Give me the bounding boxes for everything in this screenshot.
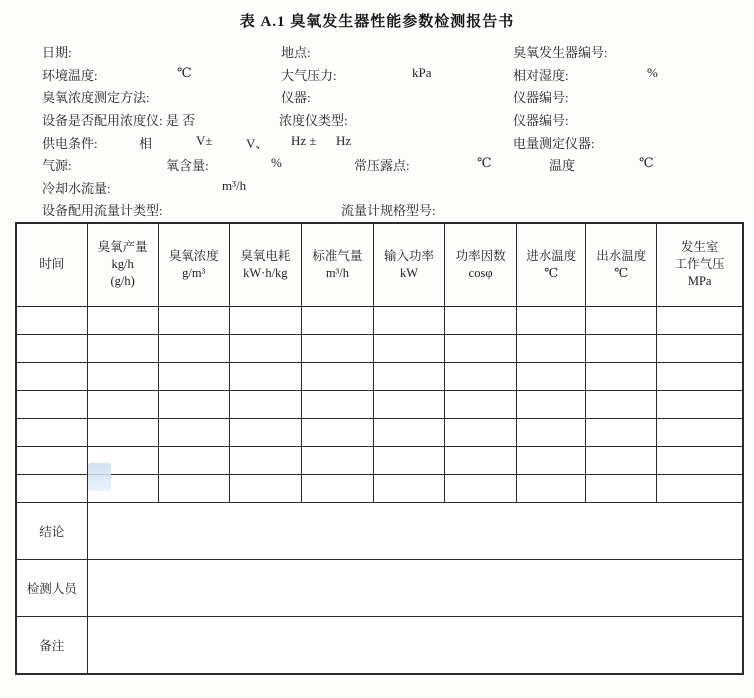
empty-data-cell xyxy=(301,306,373,334)
empty-data-cell xyxy=(87,306,158,334)
empty-data-cell xyxy=(445,306,517,334)
instrument-no-label-1: 仪器编号: xyxy=(513,90,569,105)
power-meter-label: 电量测定仪器: xyxy=(513,136,595,151)
header-line: (g/h) xyxy=(110,274,135,289)
temp-label: 温度 xyxy=(549,158,576,173)
header-line: 臭氧电耗 xyxy=(240,248,291,263)
empty-data-cell xyxy=(87,418,158,446)
generator-no-label: 臭氧发生器编号: xyxy=(513,45,608,60)
empty-data-cell xyxy=(445,362,517,390)
info-line-8 xyxy=(0,200,754,222)
empty-data-cell xyxy=(229,446,301,474)
conclusion-content-cell xyxy=(87,502,743,559)
info-line-4 xyxy=(0,110,754,132)
instrument-no-label-2: 仪器编号: xyxy=(513,113,569,128)
empty-data-cell xyxy=(158,362,229,390)
empty-data-cell xyxy=(373,362,444,390)
location-label: 地点: xyxy=(281,45,311,60)
empty-data-cell xyxy=(586,362,657,390)
ambient-temp-unit: ℃ xyxy=(177,65,192,80)
empty-data-cell xyxy=(445,418,517,446)
empty-data-cell xyxy=(16,418,87,446)
empty-data-cell xyxy=(445,474,517,502)
col-header-standard-gas-flow xyxy=(301,223,373,306)
header-line: ℃ xyxy=(544,265,559,280)
info-line-2 xyxy=(0,65,754,87)
info-line-5 xyxy=(0,133,754,155)
inspectors-content-cell xyxy=(87,559,743,616)
empty-data-cell xyxy=(16,390,87,418)
col-header-inlet-water-temp xyxy=(517,223,586,306)
empty-data-cell xyxy=(586,418,657,446)
gas-source-label: 气源: xyxy=(42,158,72,173)
empty-data-cell xyxy=(517,362,586,390)
empty-data-cell xyxy=(87,362,158,390)
empty-data-cell xyxy=(229,418,301,446)
col-header-chamber-pressure xyxy=(657,223,743,306)
empty-data-cell xyxy=(16,306,87,334)
header-line: 臭氧浓度 xyxy=(168,248,219,263)
header-line: 臭氧产量 xyxy=(97,240,148,255)
ambient-temp-label: 环境温度: xyxy=(42,68,98,83)
table-header-row xyxy=(16,223,743,306)
empty-data-row xyxy=(16,362,743,390)
empty-data-cell xyxy=(373,334,444,362)
atm-pressure-unit: kPa xyxy=(412,65,432,80)
power-v2-label: V、 xyxy=(246,136,269,151)
header-line: g/m³ xyxy=(182,265,206,280)
inspectors-row xyxy=(16,559,743,616)
empty-data-cell xyxy=(158,334,229,362)
humidity-label: 相对湿度: xyxy=(513,68,569,83)
power-hz2-label: Hz xyxy=(336,133,352,148)
instrument-label: 仪器: xyxy=(281,90,311,105)
cooling-flow-label: 冷却水流量: xyxy=(42,181,111,196)
empty-data-cell xyxy=(301,418,373,446)
col-header-time xyxy=(16,223,87,306)
col-header-outlet-water-temp xyxy=(586,223,657,306)
empty-data-cell xyxy=(657,474,743,502)
empty-data-cell xyxy=(158,418,229,446)
empty-data-cell xyxy=(229,390,301,418)
remarks-label: 备注 xyxy=(16,616,87,674)
oxygen-unit: % xyxy=(271,155,282,170)
header-line: 输入功率 xyxy=(384,248,435,263)
empty-data-cell xyxy=(158,446,229,474)
empty-data-cell xyxy=(657,306,743,334)
empty-data-cell xyxy=(158,390,229,418)
empty-data-row xyxy=(16,306,743,334)
empty-data-cell xyxy=(16,446,87,474)
empty-data-cell xyxy=(229,474,301,502)
conclusion-label: 结论 xyxy=(16,502,87,559)
remarks-row xyxy=(16,616,743,674)
document-title: 表 A.1 臭氧发生器性能参数检测报告书 xyxy=(239,14,515,30)
header-line: ℃ xyxy=(614,265,629,280)
empty-data-row xyxy=(16,446,743,474)
power-hz1-label: Hz ± xyxy=(291,133,317,148)
empty-data-cell xyxy=(301,362,373,390)
header-line: 进水温度 xyxy=(526,248,577,263)
empty-data-cell xyxy=(87,390,158,418)
empty-data-cell xyxy=(657,362,743,390)
empty-data-row xyxy=(16,418,743,446)
header-line: 时间 xyxy=(39,257,65,272)
power-phase-label: 相 xyxy=(139,136,153,151)
meter-type-label: 浓度仪类型: xyxy=(279,113,348,128)
temp-unit: ℃ xyxy=(639,155,654,170)
empty-data-cell xyxy=(517,390,586,418)
remarks-content-cell xyxy=(87,616,743,674)
empty-data-cell xyxy=(373,306,444,334)
empty-data-row xyxy=(16,474,743,502)
empty-data-cell xyxy=(301,474,373,502)
date-label: 日期: xyxy=(42,45,72,60)
header-line: cosφ xyxy=(468,265,493,280)
empty-data-cell xyxy=(657,390,743,418)
empty-data-cell xyxy=(158,474,229,502)
empty-data-cell xyxy=(373,390,444,418)
measurement-table xyxy=(15,222,744,675)
info-line-3 xyxy=(0,87,754,109)
col-header-ozone-concentration xyxy=(158,223,229,306)
header-line: kW·h/kg xyxy=(243,265,288,280)
cooling-flow-unit: m³/h xyxy=(222,178,247,193)
header-line: MPa xyxy=(687,274,712,289)
empty-data-cell xyxy=(586,306,657,334)
flowmeter-type-label: 设备配用流量计类型: xyxy=(42,203,163,218)
header-line: 工作气压 xyxy=(674,257,725,272)
empty-data-cell xyxy=(445,446,517,474)
atm-pressure-label: 大气压力: xyxy=(281,68,337,83)
empty-data-row xyxy=(16,390,743,418)
has-meter-label: 设备是否配用浓度仪: 是 否 xyxy=(42,113,196,128)
empty-data-cell xyxy=(301,446,373,474)
empty-data-cell xyxy=(158,306,229,334)
col-header-power-factor xyxy=(445,223,517,306)
empty-rows xyxy=(16,306,743,502)
empty-data-cell xyxy=(445,334,517,362)
header-line: kW xyxy=(399,265,419,280)
header-line: kg/h xyxy=(111,257,134,272)
col-header-ozone-output xyxy=(87,223,158,306)
empty-data-cell xyxy=(87,334,158,362)
empty-data-cell xyxy=(16,362,87,390)
empty-data-cell xyxy=(657,334,743,362)
dew-point-unit: ℃ xyxy=(477,155,492,170)
conclusion-row xyxy=(16,502,743,559)
empty-data-cell xyxy=(229,334,301,362)
header-line: m³/h xyxy=(325,265,350,280)
humidity-unit: % xyxy=(647,65,658,80)
empty-data-row xyxy=(16,334,743,362)
empty-data-cell xyxy=(229,306,301,334)
oxygen-label: 氧含量: xyxy=(166,158,209,173)
footer-rows xyxy=(16,502,743,674)
empty-data-cell xyxy=(586,390,657,418)
inspectors-label: 检测人员 xyxy=(16,559,87,616)
empty-data-cell xyxy=(373,474,444,502)
dew-point-label: 常压露点: xyxy=(354,158,410,173)
empty-data-cell xyxy=(657,418,743,446)
empty-data-cell xyxy=(517,474,586,502)
col-header-input-power xyxy=(373,223,444,306)
empty-data-cell xyxy=(657,446,743,474)
empty-data-cell xyxy=(586,474,657,502)
empty-data-cell xyxy=(517,418,586,446)
info-line-6 xyxy=(0,155,754,177)
header-line: 出水温度 xyxy=(596,248,647,263)
power-v1-label: V± xyxy=(196,133,213,148)
header-line: 发生室 xyxy=(680,240,719,255)
empty-data-cell xyxy=(301,390,373,418)
empty-data-cell xyxy=(16,474,87,502)
empty-data-cell xyxy=(301,334,373,362)
header-line: 功率因数 xyxy=(455,248,506,263)
empty-data-cell xyxy=(586,334,657,362)
col-header-ozone-power-consumption xyxy=(229,223,301,306)
empty-data-cell xyxy=(229,362,301,390)
header-line: 标准气量 xyxy=(312,248,363,263)
o3-method-label: 臭氧浓度测定方法: xyxy=(42,90,150,105)
empty-data-cell xyxy=(373,446,444,474)
info-line-1 xyxy=(0,42,754,64)
power-cond-label: 供电条件: xyxy=(42,136,98,151)
empty-data-cell xyxy=(373,418,444,446)
empty-data-cell xyxy=(445,390,517,418)
info-line-7 xyxy=(0,178,754,200)
flowmeter-model-label: 流量计规格型号: xyxy=(341,203,436,218)
scan-highlight-artifact xyxy=(88,463,111,491)
empty-data-cell xyxy=(517,334,586,362)
empty-data-cell xyxy=(16,334,87,362)
empty-data-cell xyxy=(517,306,586,334)
empty-data-cell xyxy=(586,446,657,474)
empty-data-cell xyxy=(517,446,586,474)
